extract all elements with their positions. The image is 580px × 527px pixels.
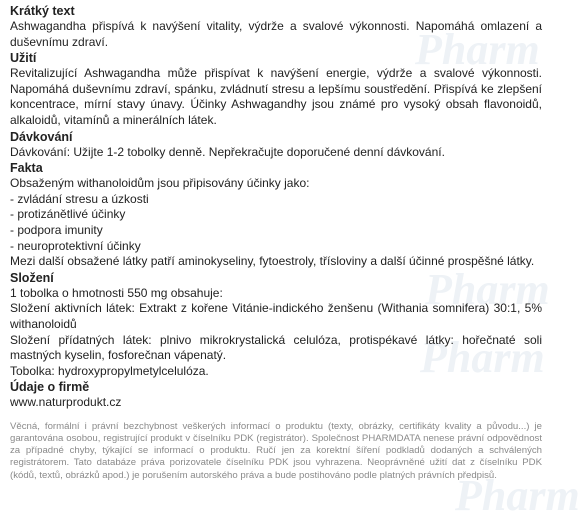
watermark: Pharm [415,25,540,74]
section-facts [10,160,542,270]
section-heading: Dávkování [10,129,73,144]
section-text: Tobolka: hydroxypropylmetylcelulóza. [10,363,209,378]
section-composition [10,270,542,380]
list-item: - zvládání stresu a úzkosti [10,191,149,206]
section-heading: Užití [10,51,37,66]
section-heading: Fakta [10,161,43,176]
watermark: Pharm [425,265,550,314]
company-website: www.naturprodukt.cz [10,395,122,410]
section-usage [10,50,542,128]
list-item: - protizánětlivé účinky [10,207,126,222]
section-text: Složení aktivních látek: Extrakt z kořene Vitánie-indického ženšenu (Withania somnifera) 30:1, 5% withanoloidů [10,301,542,331]
legal-disclaimer: Věcná, formální i právní bezchybnost veškerých informací o produktu (texty, obrázky, certifikáty kvality a původu...) je garantována osobou, registrující produkt v číselníku PDK (registrátor). Společnost PHARMDATA nenese právní odpovědnost za případné chyby, týkající se informací o produktu. Ručí jen za korektní šíření podkladů dodaných a schválených registrátorem. Tato databáze práva porizovatele číselníku PDK jsou vyhrazena. Neoprávněné užití dat z číselníku PDK (kódů, textů, obrázků apod.) je porušením autorského práva a bude postihováno podle platných právních předpisů. [10,420,542,481]
effects-list [10,192,542,254]
section-company [10,379,542,411]
section-heading: Složení [10,270,54,285]
section-text: Dávkování: Užijte 1-2 tobolky denně. Nepřekračujte doporučené denní dávkování. [10,144,445,159]
section-short-text [10,3,542,50]
watermark: Pharm [455,471,580,520]
list-item: - neuroprotektivní účinky [10,238,141,253]
section-text: Ashwagandha přispívá k navýšení vitality, výdrže a svalové výkonnosti. Napomáhá omlazení a duševnímu zdraví. [10,19,542,49]
list-item: - podpora imunity [10,222,103,237]
section-text: Obsaženým withanoloidům jsou připisovány účinky jako: [10,176,310,191]
section-text: Mezi další obsažené látky patří aminokyseliny, fytoestroly, třísloviny a další účinné prospěšné látky. [10,254,535,269]
section-text: Revitalizující Ashwagandha může přispívat k navýšení energie, výdrže a svalové výkonnosti. Napomáhá duševnímu zdraví, spánku, zvládnutí stresu a lepšímu soustředění. Přispívá ke zlepšení koncentrace, mírní stavy únavy. Účinky Ashwagandhy jsou známé pro vysoký obsah flavonoidů, alkaloidů, vitamínů a minerálních látek. [10,66,542,127]
section-text: 1 tobolka o hmotnosti 550 mg obsahuje: [10,285,223,300]
section-dosage [10,129,542,161]
section-text: Složení přídatných látek: plnivo mikrokrystalická celulóza, protispékavé látky: hořečnaté soli mastných kyselin, fosforečnan vápenatý. [10,332,542,363]
watermark: Pharm [420,333,545,382]
section-heading: Údaje o firmě [10,380,90,395]
section-heading: Krátký text [10,4,75,18]
